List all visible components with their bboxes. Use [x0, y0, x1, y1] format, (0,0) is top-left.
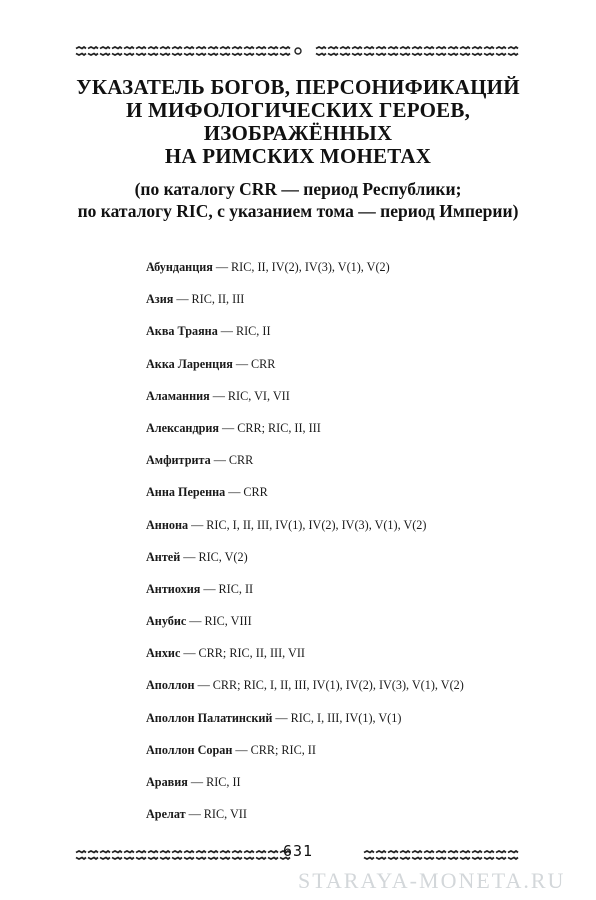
- entry-separator: —: [215, 260, 229, 274]
- index-entry: [146, 740, 586, 772]
- title-line: УКАЗАТЕЛЬ БОГОВ, ПЕРСОНИФИКАЦИЙ: [76, 75, 520, 99]
- index-entry: [146, 708, 586, 740]
- entry-term: Аполлон Соран: [146, 742, 233, 757]
- ornament-unit: [268, 47, 278, 55]
- entry-references: RIC, VII: [203, 807, 247, 822]
- index-entry: [146, 257, 586, 289]
- ornament-unit: [184, 47, 194, 55]
- ornament-unit: [376, 47, 386, 55]
- index-entry: [146, 450, 586, 482]
- entry-separator: —: [188, 807, 201, 822]
- ornament-unit: [220, 47, 230, 55]
- entry-references: CRR: [243, 485, 268, 500]
- index-entry: [146, 611, 586, 643]
- ornament-unit: [340, 47, 350, 55]
- index-entry: [146, 804, 586, 836]
- entry-separator: —: [176, 292, 189, 307]
- entry-term: Анна Перенна: [146, 485, 226, 500]
- index-entry: [146, 772, 586, 804]
- ornament-unit: [100, 47, 110, 55]
- index-entry: [146, 515, 586, 547]
- entry-separator: —: [220, 324, 233, 339]
- entry-references: RIC, I, II, III, IV(1), IV(2), IV(3), V(1), V(2): [206, 517, 427, 532]
- entry-term: Амфитрита: [146, 453, 211, 468]
- entry-term: Аква Траяна: [146, 324, 218, 339]
- entry-references: RIC, I, III, IV(1), V(1): [290, 710, 402, 725]
- entry-term: Анубис: [146, 614, 187, 629]
- ornament-unit: [364, 47, 374, 55]
- ornament-unit: [352, 47, 362, 55]
- entry-term: Аполлон: [146, 678, 195, 693]
- title-line: НА РИМСКИХ МОНЕТАХ: [164, 144, 432, 168]
- entry-references: RIC, VIII: [204, 614, 252, 629]
- entry-term: Арелат: [146, 807, 186, 822]
- entry-term: Аполлон Палатинский: [146, 710, 273, 725]
- subtitle-line: по каталогу RIC, с указанием тома — период Империи): [77, 201, 519, 221]
- entry-separator: —: [212, 388, 225, 403]
- ornament-unit: [256, 47, 266, 55]
- entry-separator: —: [222, 420, 235, 435]
- index-entries: [146, 257, 586, 836]
- index-entry: [146, 579, 586, 611]
- ornament-unit: [232, 47, 242, 55]
- entry-references: RIC, V(2): [198, 549, 248, 564]
- ornament-unit: [208, 47, 218, 55]
- ornament-unit: [172, 47, 182, 55]
- ornament-unit: [244, 47, 254, 55]
- watermark-text: STARAYA-MONETA.RU: [298, 868, 566, 893]
- entry-separator: —: [213, 453, 226, 468]
- entry-separator: —: [189, 614, 202, 629]
- ornament-unit: [148, 47, 158, 55]
- entry-references: CRR: [251, 356, 276, 371]
- ornament-center-circle: [295, 48, 301, 54]
- ornament-unit: [484, 47, 494, 55]
- entry-references: RIC, VI, VII: [227, 388, 290, 403]
- ornament-unit: [88, 47, 98, 55]
- ornament-unit: [448, 47, 458, 55]
- ornament-unit: [112, 47, 122, 55]
- index-entry: [146, 643, 586, 675]
- ornament-unit: [136, 47, 146, 55]
- entry-references: CRR; RIC, II: [250, 742, 316, 757]
- page-title: [0, 76, 596, 168]
- ornament-unit: [124, 47, 134, 55]
- index-entry: [146, 289, 586, 321]
- entry-term: Абунданция: [146, 260, 213, 274]
- entry-term: Александрия: [146, 420, 219, 435]
- entry-term: Азия: [146, 292, 174, 307]
- entry-references: RIC, II, IV(2), IV(3), V(1), V(2): [231, 260, 390, 274]
- ornament-unit: [460, 47, 470, 55]
- entry-separator: —: [275, 710, 288, 725]
- index-entry: [146, 386, 586, 418]
- entry-separator: —: [197, 678, 210, 693]
- entry-term: Аламанния: [146, 388, 210, 403]
- ornament-unit: [400, 47, 410, 55]
- entry-references: CRR; RIC, II, III: [237, 420, 321, 435]
- ornament-unit: [496, 47, 506, 55]
- entry-separator: —: [228, 485, 241, 500]
- ornament-unit: [196, 47, 206, 55]
- index-entry: [146, 354, 586, 386]
- page-number: 631: [282, 842, 314, 860]
- entry-term: Антиохия: [146, 581, 201, 596]
- index-entry: [146, 418, 586, 450]
- entry-references: CRR: [228, 453, 254, 468]
- ornament-unit: [412, 47, 422, 55]
- ornament-unit: [328, 47, 338, 55]
- entry-term: Аннона: [146, 517, 189, 532]
- ornament-unit: [472, 47, 482, 55]
- entry-references: CRR; RIC, II, III, VII: [198, 646, 305, 661]
- title-line: И МИФОЛОГИЧЕСКИХ ГЕРОЕВ,: [125, 98, 471, 122]
- ornament-unit: [424, 47, 434, 55]
- ornament-unit: [76, 47, 86, 55]
- entry-separator: —: [235, 356, 249, 371]
- entry-term: Анхис: [146, 646, 181, 661]
- entry-term: Аравия: [146, 775, 188, 789]
- page-subtitle: [0, 178, 596, 222]
- subtitle-line: (по каталогу CRR — период Республики;: [134, 179, 462, 199]
- entry-references: CRR; RIC, I, II, III, IV(1), IV(2), IV(3), V(1), V(2): [212, 678, 464, 693]
- entry-separator: —: [183, 646, 196, 661]
- ornament-unit: [316, 47, 326, 55]
- index-entry: [146, 547, 586, 579]
- ornament-pattern-icon: [0, 44, 596, 58]
- ornament-unit: [160, 47, 170, 55]
- entry-term: Акка Ларенция: [146, 356, 233, 371]
- ornament-unit: [280, 47, 290, 55]
- entry-separator: —: [203, 581, 216, 596]
- ornament-unit: [388, 47, 398, 55]
- ornament-border-top: [0, 44, 596, 58]
- entry-references: RIC, II: [218, 581, 254, 596]
- index-entry: [146, 675, 586, 707]
- entry-separator: —: [183, 549, 196, 564]
- entry-references: RIC, II, III: [191, 292, 245, 307]
- index-entry: [146, 321, 586, 353]
- entry-term: Антей: [146, 549, 181, 564]
- ornament-unit: [508, 47, 518, 55]
- entry-separator: —: [190, 775, 204, 789]
- entry-separator: —: [235, 742, 248, 757]
- index-entry: [146, 482, 586, 514]
- entry-references: RIC, II: [235, 324, 271, 339]
- entry-references: RIC, II: [206, 775, 241, 789]
- title-line: ИЗОБРАЖЁННЫХ: [203, 121, 393, 145]
- entry-separator: —: [191, 517, 204, 532]
- ornament-unit: [436, 47, 446, 55]
